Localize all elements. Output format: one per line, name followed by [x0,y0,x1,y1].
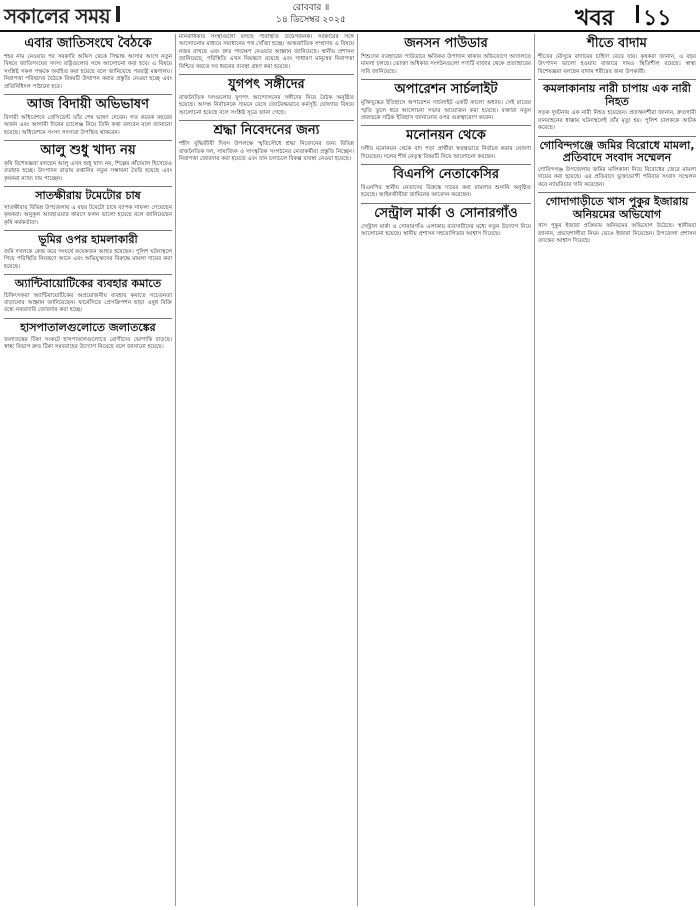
story [4,322,172,351]
story-headline[interactable]: অপারেশন সার্চলাইট [394,82,498,98]
story-divider [179,120,354,121]
story [538,83,696,133]
column-3 [361,34,531,906]
story-headline[interactable]: যুগপৎ সঙ্গীদের [228,77,305,93]
story [538,37,696,76]
story-body: শীতের মৌসুমে বাদামের চাহিদা বেড়ে যায়। কৃষকরা জানান, এ বছর উৎপাদন ভালো হওয়ায় বাজারে দামও স্থিতিশীল রয়েছে। স্বাস্থ্য বিশেষজ্ঞরা বলছেন বাদাম শরীরের জন্য উপকারী। [538,53,696,75]
story-body: জমি দখলকে কেন্দ্র করে সংঘর্ষে কয়েকজন আহত হয়েছেন। পুলিশ ঘটনাস্থলে গিয়ে পরিস্থিতি নিয়ন্ত্রণে আনে এবং অভিযুক্তদের বিরুদ্ধে মামলা দায়ের করা হয়েছে। [4,248,172,270]
story-body: খাস পুকুর ইজারা প্রক্রিয়ায় অনিয়মের অভিযোগ উঠেছে। স্থানীয়রা জানান, প্রভাবশালীরা নিয়ম ভেঙে ইজারা নিয়েছেন। উপজেলা প্রশাসন তদন্তের আশ্বাস দিয়েছে। [538,223,696,245]
story-divider [4,274,172,275]
story [4,144,172,183]
story [361,129,531,161]
story-headline[interactable]: গোদাগাড়ীতে খাস পুকুর ইজারায় অনিয়মের অভিযোগ [545,195,689,221]
story [361,168,531,200]
story-divider [361,125,531,126]
story [179,34,354,71]
story-headline[interactable]: এবার জাতিসংঘে বৈঠকে [24,36,152,51]
story-divider [361,164,531,165]
column-1 [4,34,172,906]
column-rule [534,34,535,906]
story-body: বিদায়ী অধিবেশনে প্রেসিডেন্ট তাঁর শেষ ভাষণ দেবেন। গত কয়েক বছরের অর্জন এবং আগামী দিনের চ্যালেঞ্জ নিয়ে তিনি কথা বলবেন বলে জানানো হয়েছে। অধিবেশনে সংসদ সদস্যরা উপস্থিত থাকবেন। [4,114,172,136]
story-body: সাতক্ষীরার বিভিন্ন উপজেলায় এ বছর টমেটো চাষে ব্যাপক সাফল্য পেয়েছেন কৃষকরা। অনুকূল আবহাওয়ার কারণে ফলন ভালো হয়েছে বলে জানিয়েছেন কৃষি কর্মকর্তারা। [4,204,172,226]
section-divider [636,5,639,23]
masthead [0,0,700,32]
story [179,78,354,117]
story-divider [4,318,172,319]
story-headline[interactable]: আজ বিদায়ী অভিভাষণ [27,96,149,112]
story-divider [4,94,172,95]
story-body: কৃষি বিশেষজ্ঞরা বলছেন আলু এখন শুধু খাদ্য নয়, শিল্পের কাঁচামাল হিসেবেও ব্যবহার হচ্ছে। উৎপাদন বাড়ায় রপ্তানির নতুন সম্ভাবনা তৈরি হয়েছে এবং কৃষকরা ন্যায্য দাম পাচ্ছেন। [4,161,172,182]
story-body: দলীয় মনোনয়ন থেকে বাদ পড়া প্রার্থীরা স্বতন্ত্রভাবে নির্বাচন করার ঘোষণা দিয়েছেন। দলের শীর্ষ নেতৃত্ব বিষয়টি নিয়ে আলোচনা করছেন। [361,146,531,160]
story-headline[interactable]: বিএনপি নেতাকেসির [392,167,499,183]
story-headline[interactable]: মনোনয়ন থেকে [406,128,486,144]
story-headline[interactable]: সাতক্ষীরায় টমেটোর চাষ [35,189,141,203]
story-body: শহর নাম নেওয়ার পর সরকারি অফিস থেকে সিদ্ধান্ত আসার আগে নতুন বিষয়ে জাতিসংঘের সদস্য রাষ্ট্রগুলোর সঙ্গে আলোচনা করা হবে। এ বিষয়ে সংশ্লিষ্ট সকল পক্ষকে অবহিত করা হয়েছে বলে জানিয়েছে পররাষ্ট্র মন্ত্রণালয়। নিরাপত্তা পরিষদের বৈঠকে বিষয়টি উত্থাপন করার প্রস্তুতি নেওয়া হচ্ছে এবং প্রতিনিধিদল পাঠানো হবে। [4,53,172,90]
story-headline[interactable]: সেন্ট্রাল মার্কা ও সোনারগাঁও [374,205,518,221]
story-divider [4,186,172,187]
story-body: চিকিৎসকরা অ্যান্টিবায়োটিকের অপ্রয়োজনীয় ব্যবহার কমাতে সচেতনতা বাড়ানোর আহ্বান জানিয়েছেন। ফার্মেসিতে প্রেসক্রিপশন ছাড়া ওষুধ বিক্রি বন্ধে নজরদারি জোরদার করা হচ্ছে। [4,292,172,314]
story [538,196,696,246]
day-label: রোববার ॥ [292,3,330,13]
story-body: বিএনপির স্থানীয় নেতাদের বিরুদ্ধে দায়ের করা মামলার শুনানি অনুষ্ঠিত হয়েছে। আইনজীবীরা জামিনের আবেদন করেছেন। [361,185,531,199]
newspaper-logo: সকালের সময় [4,4,111,28]
story [4,98,172,137]
story [4,278,172,315]
story [4,37,172,91]
column-4 [538,34,696,906]
column-2 [179,34,354,906]
story [361,37,531,76]
story-headline[interactable]: শীতে বাদাম [587,36,647,51]
story [361,83,531,122]
story-divider [4,140,172,141]
story [4,190,172,227]
section-title: খবর [575,6,614,31]
story-headline[interactable]: হাসপাতালগুলোতে জলাতঙ্কের [20,320,156,334]
column-rule [175,34,176,906]
page-number: ১১ [643,6,672,31]
story-divider [538,192,696,193]
story-headline[interactable]: অ্যান্টিবায়োটিকের ব্যবহার কমাতে [14,277,162,290]
story-body: মানবাধিকার সংস্থাগুলো বলছে পরিস্থিতি উদ্বেগজনক। সরকারের সঙ্গে আলোচনার মাধ্যমে সমাধানের পথ খোঁজা হচ্ছে। আন্তর্জাতিক সম্প্রদায় এ বিষয়ে নজর রাখছে এবং দ্রুত পদক্ষেপ নেওয়ার আহ্বান জানিয়েছে। স্থানীয় প্রশাসন জানিয়েছে, পরিস্থিতি এখন নিয়ন্ত্রণে রয়েছে এবং সাধারণ মানুষের নিরাপত্তা নিশ্চিত করতে সব ধরনের ব্যবস্থা গ্রহণ করা হয়েছে। [179,34,354,70]
story-body: সেন্ট্রাল মার্কা ও সোনারগাঁও এলাকায় ব্যবসায়ীদের মধ্যে নতুন উদ্যোগ নিয়ে আলোচনা হয়েছে। স্থানীয় প্রশাসন সহযোগিতার আশ্বাস দিয়েছে। [361,223,531,238]
story-divider [361,203,531,204]
story-body: মুক্তিযুদ্ধের ইতিহাসে অপারেশন সার্চলাইট একটি কালো অধ্যায়। সেই রাতের স্মৃতি তুলে ধরে আলোচনা সভার আয়োজন করা হয়েছে। বক্তারা নতুন প্রজন্মকে সঠিক ইতিহাস জানানোর ওপর গুরুত্বারোপ করেন। [361,100,531,121]
dateline-box [276,2,346,26]
logo-divider [116,6,120,22]
story-headline[interactable]: কমলাকানায় নারী চাপায় এক নারী নিহত [543,82,691,108]
story-divider [361,79,531,80]
story-headline[interactable]: আলু শুধু খাদ্য নয় [40,143,136,159]
column-rule [357,34,358,906]
story-headline[interactable]: ভূমির ওপর হামলাকারী [38,233,138,247]
story-body: শহীদ বুদ্ধিজীবী দিবস উপলক্ষে স্মৃতিসৌধে শ্রদ্ধা নিবেদনের জন্য বিভিন্ন রাজনৈতিক দল, সামাজিক ও সাংস্কৃতিক সংগঠনের নেতাকর্মীরা প্রস্তুতি নিচ্ছেন। নিরাপত্তা জোরদার করা হয়েছে এবং যান চলাচলে বিকল্প ব্যবস্থা নেওয়া হয়েছে। [179,141,354,162]
story-divider [4,230,172,231]
story-body: জলাতঙ্কের টিকা সংকটে হাসপাতালগুলোতে রোগীদের ভোগান্তি বাড়ছে। স্বাস্থ্য বিভাগ দ্রুত টিকা সরবরাহের উদ্যোগ নিয়েছে বলে জানানো হয়েছে। [4,336,172,350]
story [4,234,172,271]
story-divider [179,74,354,75]
story-body: শিশুদের ব্যবহারের পাউডারে ক্ষতিকর উপাদান থাকার অভিযোগে আদালতে মামলা চলছে। ভোক্তা অধিকার সংগঠনগুলো পণ্যটি বাজার থেকে প্রত্যাহারের দাবি জানিয়েছে। [361,53,531,75]
date-label: ১৪ ডিসেম্বর ২০২৫ [276,15,346,25]
story [538,140,696,190]
story-body: রাজনৈতিক দলগুলোর যুগপৎ আন্দোলনের সঙ্গীদের নিয়ে বৈঠক অনুষ্ঠিত হয়েছে। আসন্ন নির্বাচনকে সামনে রেখে জোটবদ্ধভাবে কর্মসূচি ঘোষণার বিষয়ে আলোচনা হয়েছে বলে সংশ্লিষ্ট সূত্রে জানা গেছে। [179,94,354,116]
story-body: সড়ক দুর্ঘটনায় এক নারী নিহত হয়েছেন। প্রত্যক্ষদর্শীরা জানান, দ্রুতগামী যানবাহনের ধাক্কায় ঘটনাস্থলেই তাঁর মৃত্যু হয়। পুলিশ চালককে আটক করেছে। [538,110,696,132]
story-headline[interactable]: জনসন পাউডার [404,36,488,51]
story-headline[interactable]: গোবিন্দগঞ্জে জমির বিরোধে মামলা, প্রতিবাদে সংবাদ সম্মেলন [539,138,695,165]
story [361,207,531,239]
story-body: গোবিন্দগঞ্জ উপজেলায় জমির মালিকানা নিয়ে বিরোধের জেরে মামলা দায়ের করা হয়েছে। এর প্রতিবাদে ভুক্তভোগী পরিবার সংবাদ সম্মেলন করে ন্যায়বিচার দাবি করেছেন। [538,166,696,188]
story-divider [538,136,696,137]
story-headline[interactable]: শ্রদ্ধা নিবেদনের জন্য [213,123,320,139]
story [179,124,354,163]
story-divider [538,79,696,80]
